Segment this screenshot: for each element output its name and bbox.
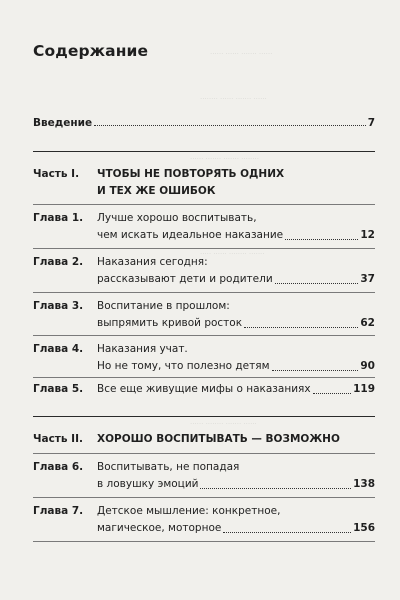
chapter-page-number: 12 (360, 229, 375, 241)
part-label: Часть II. (33, 433, 83, 445)
chapter-title-line: Наказания сегодня: (97, 256, 208, 268)
chapter-label: Глава 6. (33, 461, 84, 473)
chapter-page-number: 62 (360, 317, 375, 329)
chapter-page-number: 90 (360, 360, 375, 372)
chapter-page-number: 138 (353, 478, 375, 490)
chapter-title-line: Детское мышление: конкретное, (97, 505, 281, 517)
part-title-line: ЧТОБЫ НЕ ПОВТОРЯТЬ ОДНИХ (97, 168, 285, 180)
chapter-title-line: Лучше хорошо воспитывать, (97, 212, 257, 224)
chapter-title-line: чем искать идеальное наказание (97, 229, 284, 241)
chapter-page-number: 119 (353, 383, 375, 395)
part-title-line: ХОРОШО ВОСПИТЫВАТЬ — ВОЗМОЖНО (97, 433, 340, 445)
chapter-title-line: Воспитывать, не попадая (97, 461, 240, 473)
dot-leader (94, 125, 366, 126)
row-divider (33, 453, 375, 454)
row-divider (33, 204, 375, 205)
chapter-label: Глава 1. (33, 212, 84, 224)
dot-leader (275, 283, 359, 284)
row-divider (33, 248, 375, 249)
chapter-title-line: Наказания учат. (97, 343, 188, 355)
chapter-title-line: Воспитание в прошлом: (97, 300, 230, 312)
chapter-label: Глава 2. (33, 256, 84, 268)
chapter-label: Глава 3. (33, 300, 84, 312)
chapter-label: Глава 5. (33, 383, 84, 395)
row-divider (33, 541, 375, 542)
bleed-through-text: ······ ······· ······ ······ (210, 50, 273, 58)
row-divider (33, 335, 375, 336)
row-divider (33, 497, 375, 498)
chapter-page-number: 37 (360, 273, 375, 285)
dot-leader (285, 239, 358, 240)
chapter-title-line: выпрямить кривой росток (97, 317, 243, 329)
chapter-label: Глава 7. (33, 505, 84, 517)
intro-page-number: 7 (367, 117, 375, 129)
toc-entry-intro[interactable] (33, 117, 375, 129)
intro-label: Введение (33, 117, 93, 129)
chapter-label: Глава 4. (33, 343, 84, 355)
section-divider (33, 416, 375, 417)
chapter-title-line: Все еще живущие мифы о наказаниях (97, 383, 311, 395)
dot-leader (200, 488, 351, 489)
chapter-title-line: в ловушку эмоций (97, 478, 199, 490)
part-title-line: И ТЕХ ЖЕ ОШИБОК (97, 185, 216, 197)
toc-heading: Содержание (33, 42, 149, 60)
dot-leader (313, 393, 352, 394)
chapter-title-line: Но не тому, что полезно детям (97, 360, 270, 372)
part-title (97, 431, 357, 448)
row-divider (33, 377, 375, 378)
part-label: Часть I. (33, 168, 80, 180)
bleed-through-text: ······ ······· ········ ······ (190, 420, 257, 428)
dot-leader (223, 532, 351, 533)
bleed-through-text: ········ ······· ······· ······ (190, 155, 259, 163)
section-divider (33, 151, 375, 152)
row-divider (33, 292, 375, 293)
chapter-title-line: магическое, моторное (97, 522, 222, 534)
bleed-through-text: ······· ········ ······ ····· (200, 250, 265, 258)
dot-leader (244, 327, 358, 328)
bleed-through-text: ······ ······· ······ ········ (200, 95, 267, 103)
chapter-page-number: 156 (353, 522, 375, 534)
chapter-title-line: рассказывают дети и родители (97, 273, 273, 285)
dot-leader (272, 370, 359, 371)
part-title (97, 166, 357, 200)
